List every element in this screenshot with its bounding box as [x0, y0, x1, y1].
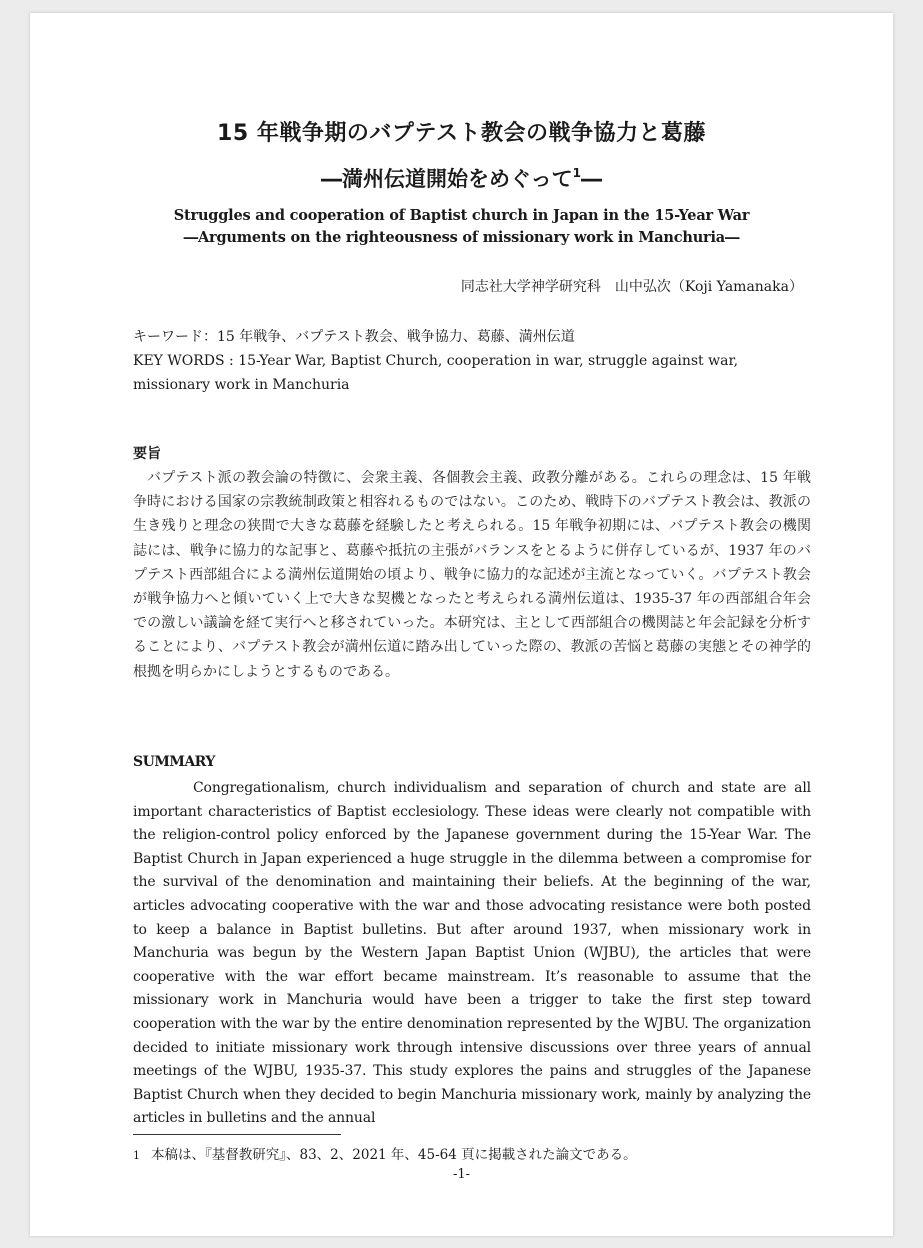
footnote-mark: 1 [133, 1149, 140, 1162]
keywords-japanese: キーワード：15 年戦争、バプテスト教会、戦争協力、葛藤、満州伝道 [133, 329, 575, 345]
subtitle-japanese-text: ―満州伝道開始をめぐって [321, 167, 573, 191]
document-page [30, 13, 893, 1236]
author-affiliation: 同志社大学神学研究科 山中弘次（Koji Yamanaka） [460, 279, 803, 295]
subtitle-english: ―Arguments on the righteousness of missionary work in Manchuria― [183, 229, 740, 246]
subtitle-japanese-end: ― [580, 167, 602, 191]
subtitle-japanese [30, 163, 893, 193]
title-japanese: 15 年戦争期のバプテスト教会の戦争協力と葛藤 [217, 121, 706, 146]
footnote-text: 本稿は、『基督教研究』、83、2、2021 年、45-64 頁に掲載された論文である。 [151, 1147, 637, 1163]
abstract-japanese-body: バプテスト派の教会論の特徴に、会衆主義、各個教会主義、政教分離がある。これらの理念は、15 年戦争時における国家の宗教統制政策と相容れるものではない。このため、戦時下のバプテスト教会は、教派の生き残りと理念の狭間で大きな葛藤を経験したと考えられる。15 年戦争初期には、バプテスト教会の機関誌には、戦争に協力的な記事と、葛藤や抵抗の主張がバランスをとるように併存しているが、1937 年のバプテスト西部組合による満州伝道開始の頃より、戦争に協力的な記述が主流となっていく。バプテスト教会が戦争協力へと傾いていく上で大きな契機となったと考えられる満州伝道は、1935-37 年の西部組合年会での激しい議論を経て実行へと移されていった。本研究は、主として西部組合の機関誌と年会記録を分析することにより、バプテスト教会が満州伝道に踏み出していった際の、教派の苦悩と葛藤の実態とその神学的根拠を明らかにしようとするものである。 [133, 470, 811, 680]
keywords-english: KEY WORDS : 15-Year War, Baptist Church, cooperation in war, struggle against war, missionary work in Manchuria [133, 353, 739, 393]
summary-body: Congregationalism, church individualism and separation of church and state are all important characteristics of Baptist ecclesiology. These ideas were clearly not compatible with the religion-control policy enforced by the Japanese government during the 15-Year War. The Baptist Church in Japan experienced a huge struggle in the dilemma between a compromise for the survival of the denomination and maintaining their beliefs. At the beginning of the war, articles advocating cooperative with the war and those advocating resistance were both posted to keep a balance in Baptist bulletins. But after around 1937, when missionary work in Manchuria was begun by the Western Japan Baptist Union (WJBU), the articles that were cooperative with the war effort became mainstream. It’s reasonable to assume that the missionary work in Manchuria would have been a trigger to take the first step toward cooperation with the war by the entire denomination represented by the WJBU. The organization decided to initiate missionary work through intensive discussions over three years of annual meetings of the WJBU, 1935-37. This study explores the pains and struggles of the Japanese Baptist Church when they decided to begin Manchuria missionary work, mainly by analyzing the articles in bulletins and the annual [133, 780, 811, 1127]
footnote-reference-mark[interactable]: 1 [572, 166, 581, 180]
title-english: Struggles and cooperation of Baptist church in Japan in the 15-Year War [173, 207, 750, 224]
keywords-block [133, 325, 813, 397]
footnote-divider [133, 1134, 341, 1135]
abstract-japanese-heading: 要旨 [133, 446, 161, 462]
summary-heading: SUMMARY [133, 754, 215, 770]
footnote [133, 1143, 637, 1163]
page-number: -1- [452, 1167, 471, 1182]
